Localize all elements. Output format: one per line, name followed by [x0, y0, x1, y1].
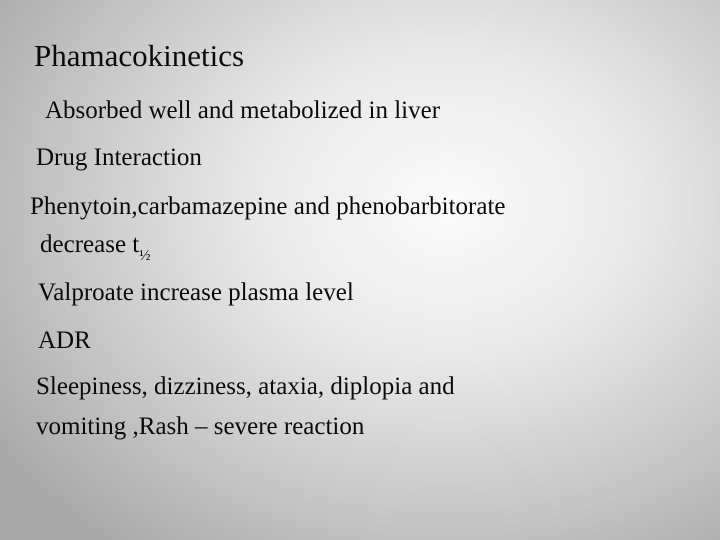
slide-title: Phamacokinetics — [34, 38, 245, 73]
half-life-text — [40, 230, 150, 263]
half-life-prefix: decrease t — [40, 231, 140, 258]
absorption-text: Absorbed well and metabolized in liver — [45, 97, 441, 124]
adr-text-line-1: Sleepiness, dizziness, ataxia, diplopia and — [36, 373, 455, 400]
adr-heading: ADR — [38, 327, 91, 354]
half-life-subscript: ½ — [139, 248, 151, 264]
inducers-text: Phenytoin,carbamazepine and phenobarbitorate — [30, 193, 506, 220]
drug-interaction-heading: Drug Interaction — [36, 144, 202, 171]
valproate-text: Valproate increase plasma level — [38, 279, 354, 306]
adr-text-line-2: vomiting ,Rash – severe reaction — [36, 413, 365, 440]
